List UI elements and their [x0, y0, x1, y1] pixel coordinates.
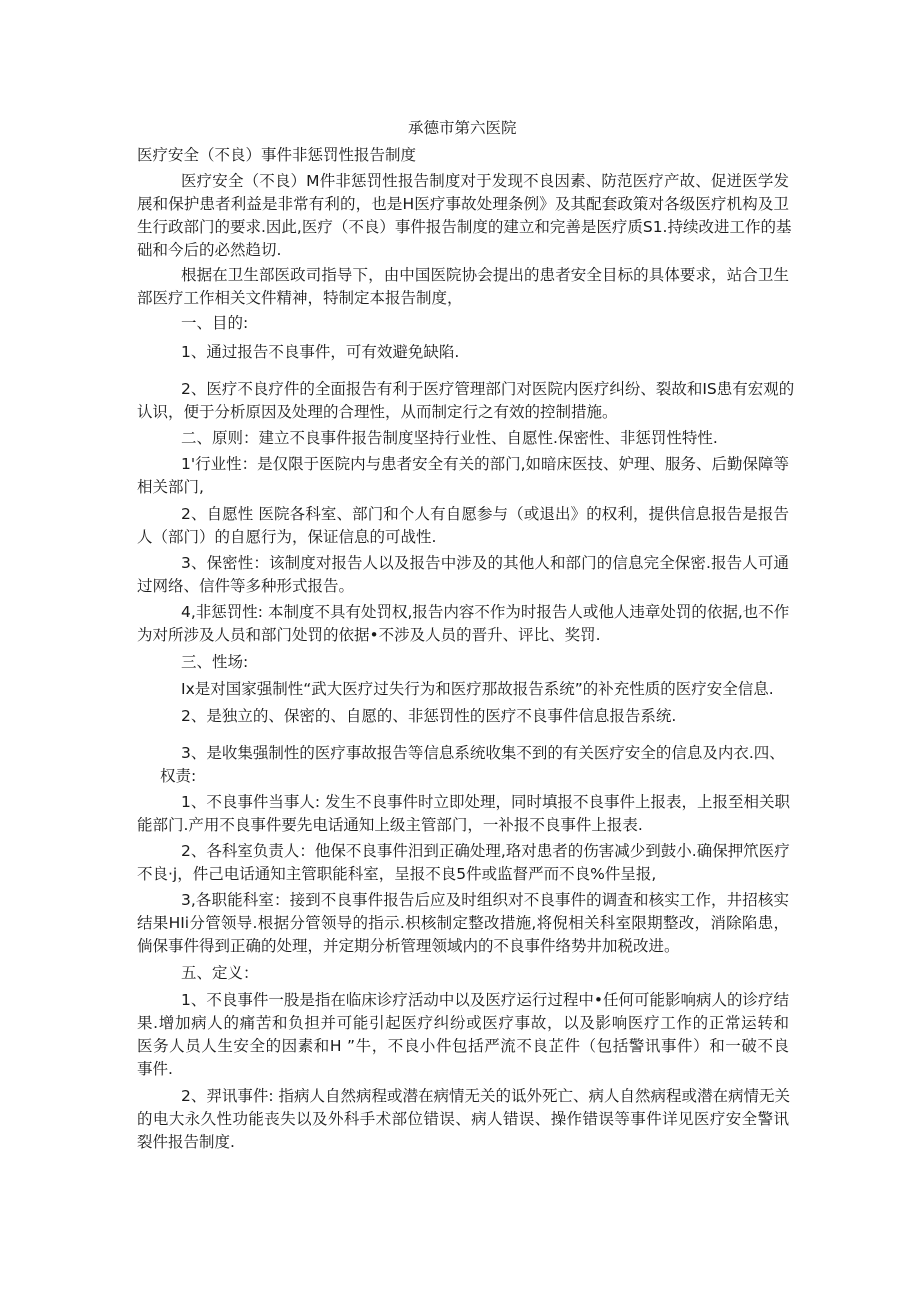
text-line: 相关部门, [137, 478, 204, 496]
text-line: 的电大永久性功能丧失以及外科手术部位错误、病人错误、操作错误等事件详见医疗安全警讯 [137, 1110, 789, 1128]
text-line: 生行政部门的要求.因此,医疗（不良）事件报告制度的建立和完善是医疗质S1.持续改进工作的基 [137, 218, 792, 236]
text-line: Ix是对国家强制性“武大医疗过失行为和医疗那故报告系统”的补充性质的医疗安全信息. [181, 680, 774, 698]
text-line: 2、各科室负责人：他保不良事件汨到正确处理,珞对患者的伤害减少到鼓小.确保押笊医疗 [181, 842, 790, 860]
text-line: 4,非惩罚性: 本制度不具有处罚权,报告内容不作为时报告人或他人违章处罚的依据,也不作 [181, 603, 790, 621]
text-line: 过网络、信件等多种形式报告。 [137, 577, 355, 595]
text-line: 1、不良事件一股是指在临床诊疗活动中以及医疗运行过程中•任何可能影响病人的诊疗结 [181, 991, 790, 1009]
text-line: 1、不良事件当事人: 发生不良事件时立即处理，同时填报不良事件上报表，上报至相关职 [181, 793, 791, 811]
text-line: 裂件报告制度. [137, 1133, 235, 1151]
section-heading: 二、原则：建立不良事件报告制度坚持行业性、自愿性.保密性、非惩罚性特性. [181, 429, 718, 447]
text-line: 结果HIi分管领导.根据分管领导的指示.枳核制定整改措施,将倪相关科室限期整改，消除陷患， [137, 914, 789, 932]
text-line: 医务人员人生安全的因素和H ”牛，不良小件包括严流不良芷件（包括警讯事件）和一破不良 [137, 1037, 789, 1055]
text-line: 认识，便于分析原因及处理的合理性，从而制定行之有效的控制措施。 [137, 403, 618, 421]
text-line: 不良·j，件己电话通知主管职能科室，呈报不良5件或监督严而不良%件呈报, [137, 865, 657, 883]
text-line: 果.增加病人的痛苦和负担并可能引起医疗纠纷或医疗事故，以及影响医疗工作的正常运转和 [137, 1014, 789, 1032]
document-subtitle: 医疗安全（不良）事件非惩罚性报告制度 [137, 146, 417, 164]
text-line: 2、医疗不良疗件的全面报告有利于医疗管理部门对医院内医疗纠纷、裂故和IS患有宏观的 [181, 380, 795, 398]
text-line: 3,各职能科室：接到不良事件报告后应及时组织对不良事件的调査和核实工作，井招核实 [181, 891, 789, 909]
section-heading: 权责: [160, 767, 197, 785]
text-line: 3、保密性：该制度对报告人以及报告中涉及的其他人和部门的信息完全保密.报告人可通 [181, 554, 789, 572]
section-heading: 五、定义： [181, 964, 259, 982]
text-line: 础和今后的必然趋切. [137, 241, 282, 259]
text-line: 展和保护患者利益是非常有利的，也是H医疗事故处理条例》及其配套政策对各级医疗机构及卫 [137, 195, 789, 213]
text-line: 部医疗工作相关文件精神，特制定本报告制度， [137, 289, 463, 307]
section-heading: 一、目的: [181, 314, 249, 332]
text-line: 2、自愿性 医院各科室、部门和个人有自愿参与（或退出》的权利，提供信息报告是报告 [181, 505, 789, 523]
text-line: 1、通过报告不良事件，可有效避免缺陷. [181, 343, 460, 361]
text-line: 2、是独立的、保密的、自愿的、非惩罚性的医疗不良事件信息报告系统. [181, 707, 677, 725]
section-heading: 三、性场: [181, 653, 249, 671]
text-line: 3、是收集强制性的医疗事故报告等信息系统收集不到的有关医疗安全的信息及内衣.四、 [181, 744, 785, 762]
text-line: 2、羿讯事件: 指病人自然病程或潜在病情无关的诋外死亡、病人自然病程或潜在病情无关 [181, 1087, 791, 1105]
text-line: 医疗安全（不良）M件非惩罚性报告制度对于发现不良因素、防范医疗产故、促迸医学发 [181, 172, 789, 190]
document-title: 承德市第六医院 [408, 119, 517, 137]
text-line: 人（部门）的自愿行为，保证信息的可战性. [137, 528, 437, 546]
text-line: 为对所涉及人员和部门处罚的依据•不涉及人员的晋升、评比、奖罚. [137, 626, 601, 644]
text-line: 根据在卫生部医政司指导下，由中国医院协会提出的患者安全目标的具体要求，站合卫生 [181, 266, 789, 284]
text-line: 能部门.产用不良事件要先电话通知上级主管部门，一补报不良事件上报表. [137, 816, 643, 834]
text-line: 倘保事件得到正确的处理，并定期分析管理领域内的不良事件络势井加税改进。 [137, 937, 680, 955]
text-line: 事件. [137, 1060, 173, 1078]
text-line: 1'行业性：是仅限于医院内与患者安全有关的部门,如暗床医技、妒理、服务、后勤保障等 [181, 455, 790, 473]
